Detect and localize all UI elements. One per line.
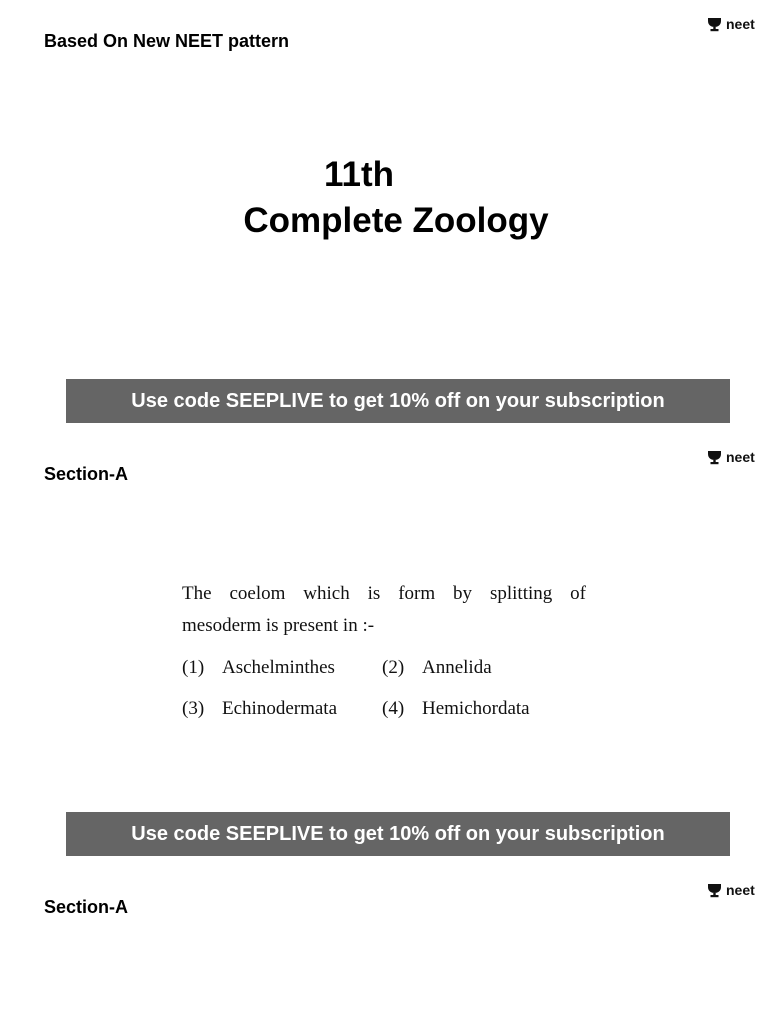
option-3[interactable]	[182, 693, 382, 725]
question-block	[182, 578, 586, 725]
neet-logo	[707, 16, 755, 32]
option-number: (2)	[382, 657, 405, 678]
option-number: (3)	[182, 698, 205, 719]
logo-text: neet	[726, 449, 755, 465]
option-text: Aschelminthes	[222, 657, 335, 678]
title-line-1: 11th	[323, 155, 395, 194]
trophy-icon	[707, 17, 722, 32]
promo-banner: Use code SEEPLIVE to get 10% off on your subscription	[66, 812, 730, 856]
section-label: Section-A	[44, 464, 129, 484]
option-1[interactable]	[182, 652, 382, 684]
question-text-line-1: The coelom which is form by splitting of	[182, 583, 586, 604]
section-label: Section-A	[44, 897, 129, 917]
option-text: Hemichordata	[422, 698, 530, 719]
option-text: Echinodermata	[222, 698, 338, 719]
subtitle: Based On New NEET pattern	[44, 31, 290, 51]
trophy-icon	[707, 883, 722, 898]
trophy-icon	[707, 450, 722, 465]
option-number: (1)	[182, 657, 205, 678]
neet-logo	[707, 882, 755, 898]
neet-logo	[707, 449, 755, 465]
option-number: (4)	[382, 698, 405, 719]
logo-text: neet	[726, 882, 755, 898]
option-4[interactable]	[382, 693, 530, 725]
page-title	[0, 152, 768, 244]
title-line-2: Complete Zoology	[243, 201, 549, 240]
question-text-line-2: mesoderm is present in :-	[182, 615, 375, 636]
promo-banner: Use code SEEPLIVE to get 10% off on your subscription	[66, 379, 730, 423]
logo-text: neet	[726, 16, 755, 32]
option-text: Annelida	[422, 657, 492, 678]
option-2[interactable]	[382, 652, 492, 684]
